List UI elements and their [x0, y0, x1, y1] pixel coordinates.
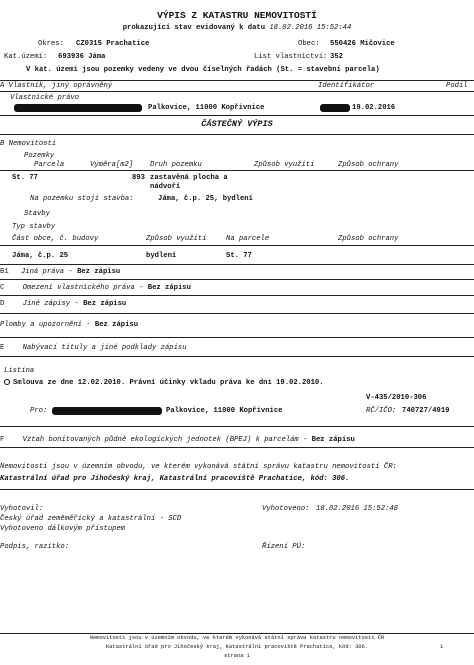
- section-b1-label: Jiná práva: [20, 268, 65, 276]
- stavba-parcela: St. 77: [226, 252, 252, 260]
- col-vymera: Výměra[m2]: [90, 161, 134, 169]
- section-b1-value: Bez zápisu: [77, 268, 121, 276]
- vyhotovil-label: Vyhotovil:: [0, 505, 44, 513]
- podil-label: Podíl: [446, 82, 468, 90]
- col-vyuziti: Způsob využití: [254, 161, 315, 169]
- subtitle-label: prokazující stav evidovaný k datu: [122, 24, 266, 32]
- col-s-ochrana: Způsob ochrany: [338, 235, 399, 243]
- v-number: V-435/2010-306: [366, 394, 427, 402]
- owner-address: Palkovice, 11000 Kopřivnice: [148, 104, 265, 112]
- stavba-vyuziti: bydlení: [146, 252, 177, 260]
- okres-label: Okres:: [38, 40, 64, 48]
- row-druh-1: zastavěná plocha a: [150, 174, 228, 182]
- ku-label: Kat.území:: [4, 53, 48, 61]
- section-b-label: B Nemovitosti: [0, 140, 57, 148]
- podpis-label: Podpis, razítko:: [0, 543, 70, 551]
- vlastnicke-pravo-label: Vlastnické právo: [10, 94, 80, 102]
- smlouva-text: Smlouva ze dne 12.02.2010. Právní účinky vkladu práva ke dni 19.02.2010.: [13, 379, 324, 387]
- owner-id: 19.02.2016: [352, 104, 396, 112]
- bullet-icon: [4, 379, 10, 385]
- section-c: C Omezení vlastnického práva - Bez zápisu: [0, 284, 191, 292]
- subtitle-date: 18.02.2016 15:52:44: [269, 24, 352, 32]
- vyhotoveno-value: 18.02.2016 15:52:48: [316, 505, 398, 513]
- lv-label: List vlastnictví:: [254, 53, 328, 61]
- divider: [0, 134, 474, 135]
- divider: [0, 80, 474, 81]
- ku-value: 693936 Jáma: [58, 53, 106, 61]
- divider: [0, 279, 474, 280]
- section-e-label: Nabývací tituly a jiné podklady zápisu: [22, 344, 187, 352]
- col-druh: Druh pozemku: [150, 161, 202, 169]
- section-c-label: Omezení vlastnického práva: [22, 284, 135, 292]
- col-cast-obce: Část obce, č. budovy: [12, 235, 99, 243]
- section-c-value: Bez zápisu: [147, 284, 191, 292]
- col-ochrana: Způsob ochrany: [338, 161, 399, 169]
- plomby: Plomby a upozornění - Bez zápisu: [0, 321, 139, 329]
- section-e-code: E: [0, 344, 5, 352]
- page-footer-number-right: 1: [440, 644, 444, 650]
- rc-label: RČ/IČO:: [366, 407, 397, 415]
- redacted-owner-name: [14, 104, 142, 112]
- vyhotoveno-label: Vyhotoveno:: [262, 505, 310, 513]
- divider: [0, 489, 474, 490]
- page-footer-line-1: Nemovitosti jsou v územním obvodu, ve kterém vykonává státní správu katastru nemovitostí ČR: [89, 635, 385, 641]
- pro-label: Pro:: [30, 407, 48, 415]
- divider: [0, 295, 474, 296]
- section-f-value: Bez zápisu: [311, 436, 355, 444]
- col-parcela: Parcela: [34, 161, 65, 169]
- divider: [0, 245, 474, 246]
- listina-label: Listina: [4, 367, 35, 375]
- plomby-label: Plomby a upozornění: [0, 321, 82, 329]
- section-b1-code: B1: [0, 268, 9, 276]
- col-na-parcele: Na parcele: [226, 235, 270, 243]
- stavba-cast-obce: Jáma, č.p. 25: [12, 252, 69, 260]
- lv-value: 352: [330, 53, 343, 61]
- divider: [0, 264, 474, 265]
- obec-value: 550426 Mičovice: [330, 40, 395, 48]
- section-d: D Jiné zápisy - Bez zápisu: [0, 300, 127, 308]
- divider: [0, 426, 474, 427]
- section-e: [0, 344, 187, 352]
- row-parcela: St. 77: [12, 174, 38, 182]
- partial-extract-title: ČÁSTEČNÝ VÝPIS: [201, 119, 273, 129]
- typ-stavby-label: Typ stavby: [12, 223, 56, 231]
- na-pozemku-label: Na pozemku stojí stavba:: [30, 195, 134, 203]
- page-footer-page-label: strana 1: [224, 653, 250, 659]
- divider: [0, 91, 474, 92]
- section-f: F Vztah bonitovaných půdně ekologických jednotek (BPEJ) k parcelám - Bez zápisu: [0, 436, 355, 444]
- divider: [0, 356, 474, 357]
- divider: [0, 313, 474, 314]
- col-s-vyuziti: Způsob využití: [146, 235, 207, 243]
- na-pozemku-value: Jáma, č.p. 25, bydlení: [158, 195, 253, 203]
- stavby-label: Stavby: [24, 210, 50, 218]
- section-c-code: C: [0, 284, 5, 292]
- section-b1: B1 Jiná práva - Bez zápisu: [0, 268, 121, 276]
- row-druh-2: nádvoří: [150, 183, 181, 191]
- divider: [0, 447, 474, 448]
- section-d-code: D: [0, 300, 5, 308]
- divider: [0, 337, 474, 338]
- obec-label: Obec:: [298, 40, 320, 48]
- section-a-label: A Vlastník, jiný oprávněný: [0, 82, 113, 90]
- info-note: V kat. území jsou pozemky vedeny ve dvou číselných řadách (St. = stavební parcela): [26, 66, 380, 74]
- redacted-owner-id: [320, 104, 350, 112]
- okres-value: CZ0315 Prachatice: [76, 40, 150, 48]
- rizeni-label: Řízení PÚ:: [262, 543, 306, 551]
- section-f-label: Vztah bonitovaných půdně ekologických jednotek (BPEJ) k parcelám: [22, 436, 299, 444]
- page-footer-divider: [0, 633, 474, 634]
- row-vymera: 893: [132, 174, 145, 182]
- section-d-value: Bez zápisu: [83, 300, 127, 308]
- rc-value: 740727/4919: [402, 407, 450, 415]
- document-title: VÝPIS Z KATASTRU NEMOVITOSTÍ: [157, 10, 317, 21]
- page-footer-line-2: Katastrální úřad pro Jihočeský kraj, Katastrální pracoviště Prachatice, kód: 306.: [105, 644, 369, 650]
- section-d-label: Jiné zápisy: [22, 300, 71, 308]
- identifier-label: Identifikátor: [318, 82, 375, 90]
- section-f-code: F: [0, 436, 5, 444]
- smlouva-line: [4, 379, 324, 387]
- pro-value: Palkovice, 11000 Kopřivnice: [166, 407, 283, 415]
- vyhotovil-line-1: Český úřad zeměměřický a katastrální - SCD: [0, 515, 182, 523]
- redacted-pro-name: [52, 407, 162, 415]
- plomby-value: Bez zápisu: [94, 321, 139, 329]
- divider: [0, 170, 474, 171]
- jurisdiction-line-2: Katastrální úřad pro Jihočeský kraj, Katastrální pracoviště Prachatice, kód: 306.: [0, 475, 350, 483]
- document-subtitle: [0, 24, 474, 32]
- vyhotovil-line-2: Vyhotoveno dálkovým přístupem: [0, 525, 126, 533]
- jurisdiction-line-1: Nemovitosti jsou v územním obvodu, ve kterém vykonává státní správu katastru nemovitostí ČR:: [0, 463, 397, 471]
- pozemky-label: Pozemky: [24, 152, 55, 160]
- divider: [0, 115, 474, 116]
